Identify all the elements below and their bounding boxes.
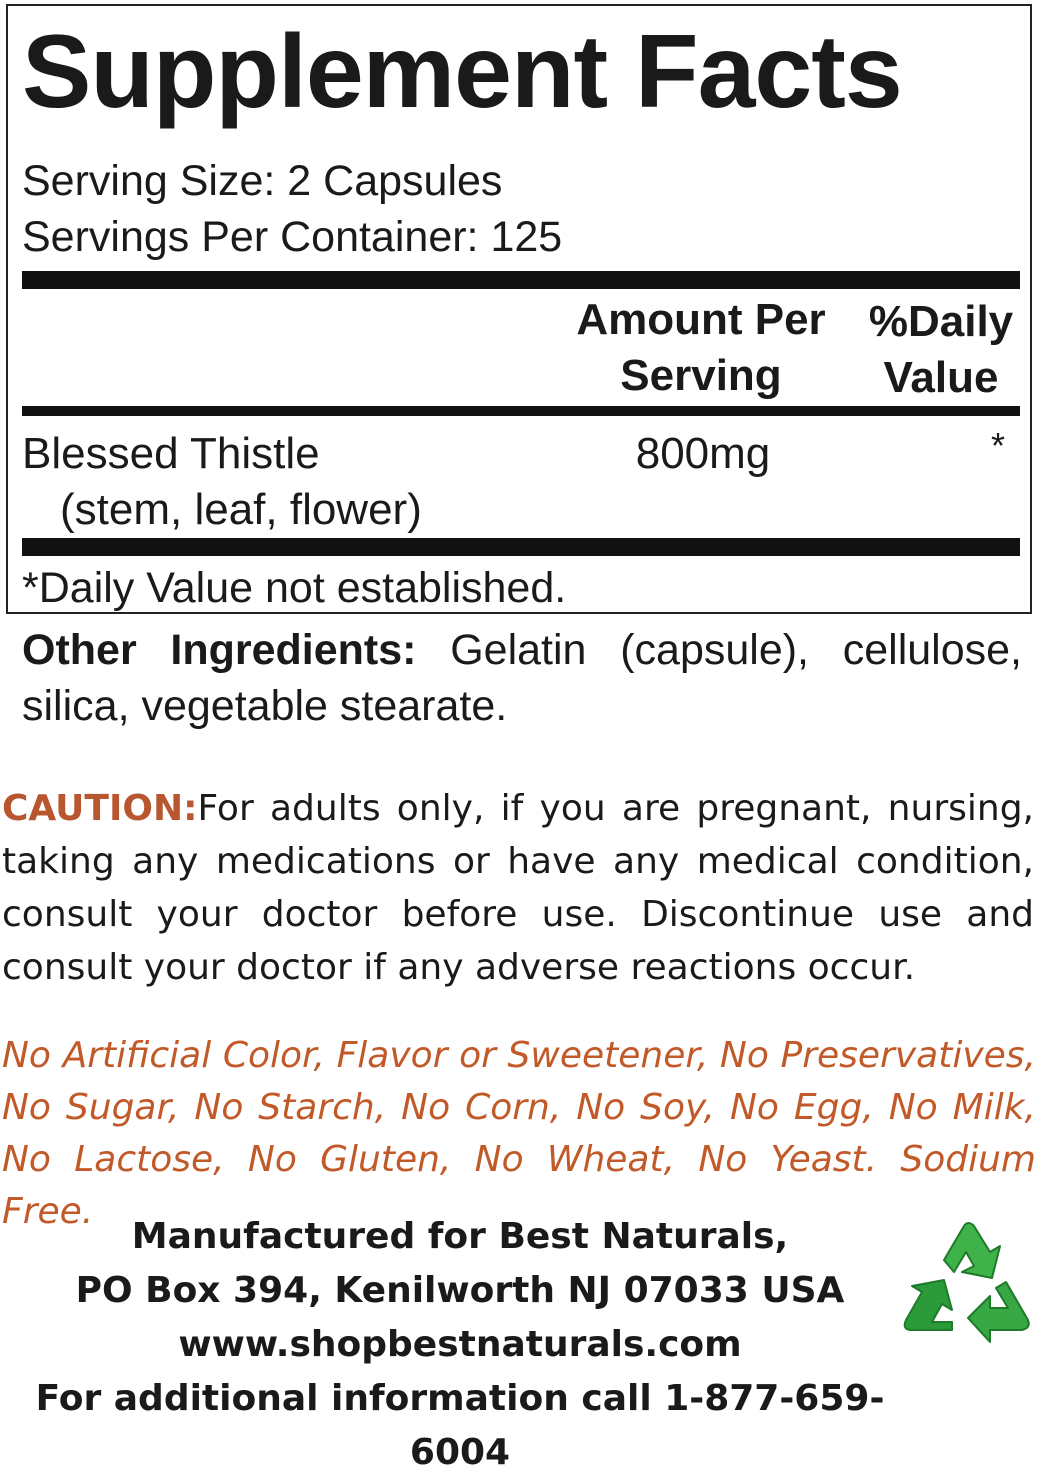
caution-label: CAUTION:: [2, 788, 198, 829]
ingredient-amount: 800mg: [635, 429, 771, 478]
divider-bar: [22, 271, 1020, 289]
other-ingredients-label: Other Ingredients:: [22, 626, 417, 674]
manufacturer-info: [0, 1210, 920, 1480]
free-from-statement: No Artificial Color, Flavor or Sweetener, No Preservatives, No Sugar, No Starch, No Corn, No Soy, No Egg, No Milk, No Lactose, No Gluten, No Wheat, No Yeast. Sodium Free.: [2, 1035, 1036, 1232]
servings-per-container: Servings Per Container: 125: [22, 213, 563, 261]
daily-value-footnote: *Daily Value not established.: [22, 564, 567, 612]
divider-bar: [22, 406, 1020, 416]
supplement-facts-panel: [6, 4, 1032, 614]
other-ingredients-text: Gelatin (capsule), cellulose, silica, vegetable stearate.: [22, 626, 1023, 730]
manufacturer-address: PO Box 394, Kenilworth NJ 07033 USA: [75, 1270, 845, 1311]
facts-title: Supplement Facts: [22, 14, 902, 130]
daily-value-header: %Daily Value: [868, 297, 1014, 402]
ingredient-daily-value: *: [990, 425, 1005, 466]
manufacturer-line: Manufactured for Best Naturals,: [131, 1216, 789, 1257]
serving-size: Serving Size: 2 Capsules: [22, 157, 503, 205]
caution-statement: [2, 782, 1034, 994]
divider-bar: [22, 538, 1020, 556]
caution-text: For adults only, if you are pregnant, nursing, taking any medications or have any medical condition, consult your doctor before use. Discontinue use and consult your doctor if any adverse reactions occur.: [2, 788, 1034, 988]
manufacturer-phone: For additional information call 1-877-659-6004: [35, 1378, 885, 1473]
ingredient-name: Blessed Thistle (stem, leaf, flower): [22, 426, 422, 538]
manufacturer-website: www.shopbestnaturals.com: [178, 1324, 742, 1365]
ingredient-parts: (stem, leaf, flower): [60, 485, 422, 534]
other-ingredients: [22, 622, 1022, 734]
recycle-icon: [886, 1212, 1045, 1362]
amount-per-serving-header: Amount Per Serving: [576, 295, 826, 400]
